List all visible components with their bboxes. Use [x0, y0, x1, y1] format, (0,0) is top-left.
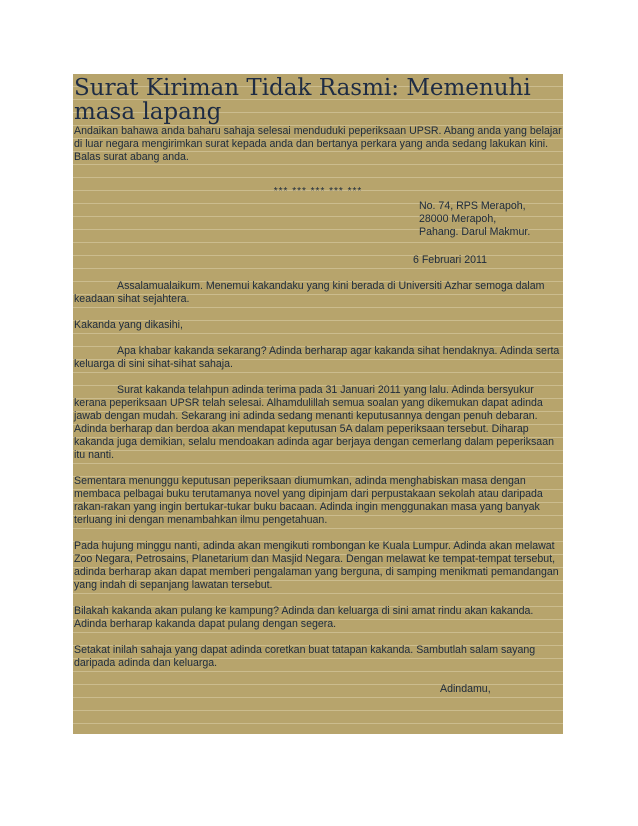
task-instruction: Andaikan bahawa anda baharu sahaja selesai menduduki peperiksaan UPSR. Abang anda yang belajar di luar negara mengirimkan surat kepada anda dan bertanya perkara yang anda sedang lakukan kini. Balas surat abang anda.: [74, 125, 562, 163]
letter-date: 6 Februari 2011: [413, 254, 488, 266]
paragraph-1: Apa khabar kakanda sekarang? Adinda berharap agar kakanda sihat hendaknya. Adinda serta keluarga di sini sihat-sihat sahaja.: [74, 345, 560, 370]
address-line-1: No. 74, RPS Merapoh,: [419, 200, 526, 212]
letter-panel: [73, 74, 563, 734]
sender-address: [419, 200, 563, 239]
address-line-2: 28000 Merapoh,: [419, 213, 497, 225]
paragraph-4: Pada hujung minggu nanti, adinda akan mengikuti rombongan ke Kuala Lumpur. Adinda akan melawat Zoo Negara, Petrosains, Planetarium dan Masjid Negara. Dengan melawat ke tempat-tempat tersebut, adinda berharap akan dapat memberi pengalaman yang berguna, di samping menikmati pemandangan yang indah di sepanjang lawatan tersebut.: [74, 540, 559, 591]
document-title: Surat Kiriman Tidak Rasmi: Memenuhi masa lapang: [74, 75, 531, 125]
closing-signature: Adindamu,: [440, 683, 491, 695]
salutation: Kakanda yang dikasihi,: [74, 319, 183, 331]
paragraph-2: Surat kakanda telahpun adinda terima pada 31 Januari 2011 yang lalu. Adinda bersyukur kerana peperiksaan UPSR telah selesai. Alhamdulillah semua soalan yang dikemukan dapat adinda jawab dengan mudah. Sekarang ini adinda sedang menanti keputusannya dengan penuh debaran. Adinda berharap dan berdoa akan mendapat keputusan 5A dalam peperiksaan tersebut. Diharap kakanda juga demikian, selalu mendoakan adinda agar berjaya dengan cemerlang dalam peperiksaan itu nanti.: [74, 384, 554, 461]
greeting-paragraph: Assalamualaikum. Menemui kakandaku yang kini berada di Universiti Azhar semoga dalam keadaan sihat sejahtera.: [74, 280, 545, 305]
paragraph-3: Sementara menunggu keputusan peperiksaan diumumkan, adinda menghabiskan masa dengan membaca pelbagai buku terutamanya novel yang dipinjam dari perpustakaan sekolah atau daripada rakan-rakan yang ingin bertukar-tukar buku bacaan. Adinda ingin menggunakan masa yang banyak terluang ini dengan menambahkan ilmu pengetahuan.: [74, 475, 543, 526]
paragraph-5: Bilakah kakanda akan pulang ke kampung? Adinda dan keluarga di sini amat rindu akan kakanda. Adinda berharap kakanda dapat pulang dengan segera.: [74, 605, 534, 630]
paragraph-6: Setakat inilah sahaja yang dapat adinda coretkan buat tatapan kakanda. Sambutlah salam sayang daripada adinda dan keluarga.: [74, 644, 536, 669]
separator-stars: *** *** *** *** ***: [273, 186, 363, 197]
address-line-3: Pahang. Darul Makmur.: [419, 226, 531, 238]
